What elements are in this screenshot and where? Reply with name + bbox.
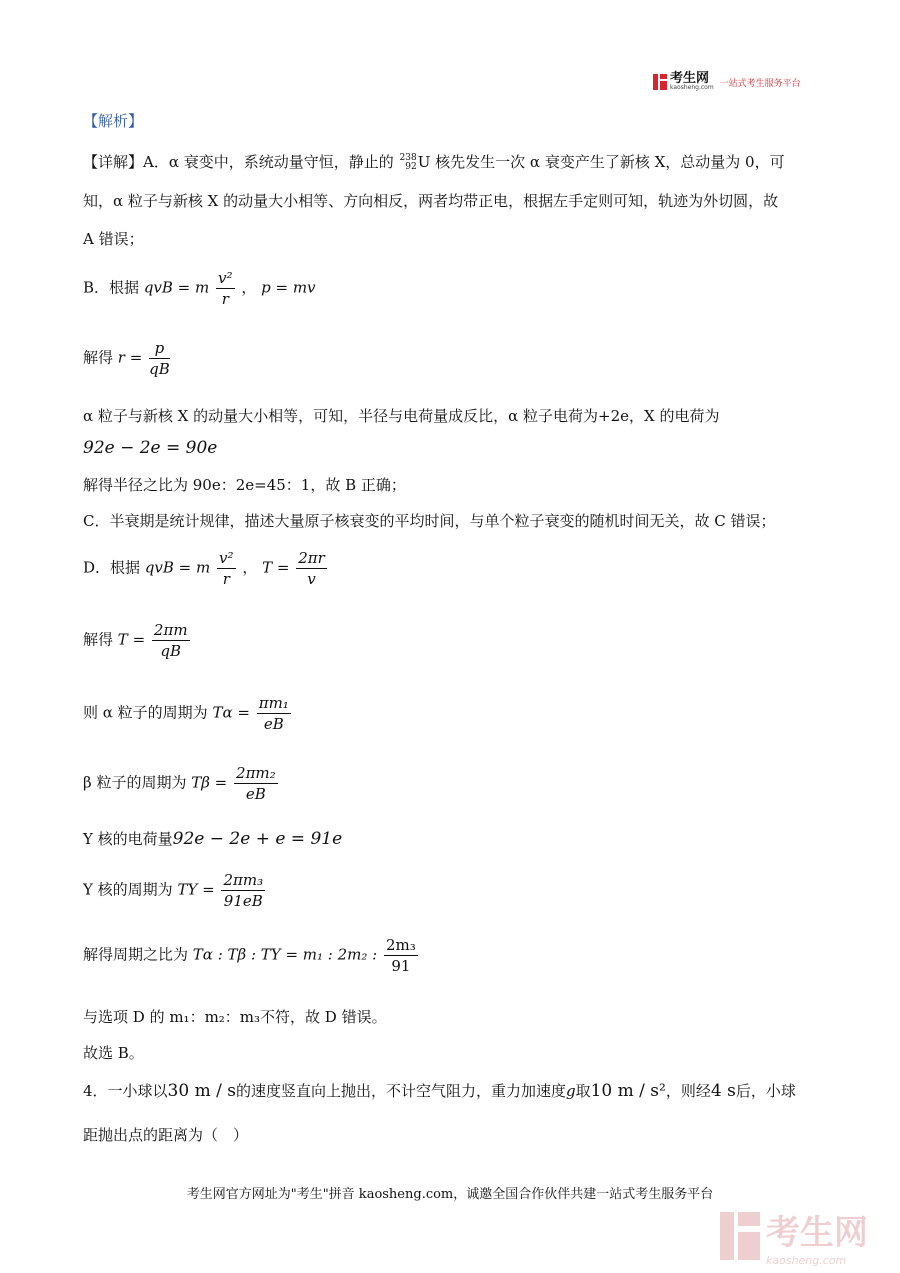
numerator: 2πr xyxy=(298,549,325,567)
numerator: 2πm xyxy=(153,621,188,639)
text: Y 核的电荷量 xyxy=(83,830,173,848)
watermark-icon xyxy=(720,1212,760,1260)
text: 解得 xyxy=(83,630,114,649)
fraction xyxy=(217,550,236,587)
isotope-number: 92 xyxy=(405,162,417,172)
watermark-text: 考生网 xyxy=(766,1213,868,1253)
equation: Tα : Tβ : TY = m₁ : 2m₂ : xyxy=(192,945,378,964)
equation: qvB = m xyxy=(143,278,210,297)
equation: Tβ = xyxy=(191,773,228,792)
fraction xyxy=(216,270,235,307)
equation: T = xyxy=(117,630,146,649)
text: 后，小球 xyxy=(735,1082,796,1100)
equation: r = xyxy=(117,348,143,367)
text: 4．一小球以 xyxy=(83,1082,168,1100)
fraction xyxy=(257,695,291,732)
text: 取 xyxy=(575,1082,591,1100)
text: D．根据 xyxy=(83,558,141,577)
y-charge-line xyxy=(83,828,342,849)
denominator: eB xyxy=(263,715,284,733)
separator: ， xyxy=(242,558,258,577)
separator: ， xyxy=(241,278,257,297)
fraction xyxy=(234,765,278,802)
text: Y 核的周期为 xyxy=(83,880,173,899)
text: 解得周期之比为 xyxy=(83,945,189,964)
fraction xyxy=(384,937,418,974)
numerator: v² xyxy=(219,549,234,567)
detail-paragraph-line-1 xyxy=(83,151,785,172)
alpha-charge-line: α 粒子与新核 X 的动量大小相等，可知，半径与电荷量成反比，α 粒子电荷为+2e，X 的电荷为 xyxy=(83,407,720,425)
denominator: qB xyxy=(149,360,170,378)
answer-line: 故选 B。 xyxy=(83,1044,144,1062)
beta-period xyxy=(83,765,280,802)
numerator: 2m₃ xyxy=(386,936,416,954)
solve-radius xyxy=(83,340,172,377)
numerator: p xyxy=(149,340,170,359)
text: A．α 衰变中，系统动量守恒，静止的 xyxy=(143,153,394,171)
option-d-equations xyxy=(83,550,329,587)
solve-period xyxy=(83,622,192,659)
detail-paragraph-line-3: A 错误； xyxy=(83,230,144,248)
detail-paragraph-line-2: 知，α 粒子与新核 X 的动量大小相等、方向相反，两者均带正电，根据左手定则可知，轨迹为外切圆，故 xyxy=(83,192,779,210)
text: 则 α 粒子的周期为 xyxy=(83,703,208,722)
fraction xyxy=(152,622,190,659)
option-c-line: C．半衰期是统计规律，描述大量原子核衰变的平均时间，与单个粒子衰变的随机时间无关，故 C 错误； xyxy=(83,512,776,530)
fraction xyxy=(149,340,170,377)
page-footer: 考生网官方网址为"考生"拼音 kaosheng.com，诚邀全国合作伙伴共建一站式考生服务平台 xyxy=(186,1187,714,1202)
text: 解得 xyxy=(83,348,114,367)
radius-ratio-line: 解得半径之比为 90e：2e=45：1，故 B 正确； xyxy=(83,476,406,494)
denominator: v xyxy=(307,570,316,588)
y-period xyxy=(83,872,267,909)
analysis-label: 【解析】 xyxy=(83,112,144,130)
logo-slogan: 一站式考生服务平台 xyxy=(719,78,801,89)
denominator: 91 xyxy=(391,957,411,975)
equation: qvB = m xyxy=(144,558,211,577)
detail-label: 【详解】 xyxy=(83,153,144,171)
alpha-period xyxy=(83,695,293,732)
equation: Tα = xyxy=(212,703,250,722)
charge-equation: 92e − 2e = 90e xyxy=(83,438,218,458)
fraction xyxy=(296,550,327,587)
logo-domain: kaosheng.com xyxy=(670,84,714,91)
time-value: 4 s xyxy=(710,1081,736,1101)
numerator: πm₁ xyxy=(258,694,289,712)
option-b-equations xyxy=(83,270,316,307)
equation: T = xyxy=(262,558,290,577)
numerator: 2πm₂ xyxy=(236,764,276,782)
question-4-line-1 xyxy=(83,1080,796,1101)
denominator: 91eB xyxy=(223,892,263,910)
watermark-domain: kaosheng.com xyxy=(766,1254,847,1267)
period-ratio xyxy=(83,937,420,974)
denominator: eB xyxy=(245,785,266,803)
isotope-mass: 238 xyxy=(399,153,417,163)
text: 的速度竖直向上抛出，不计空气阻力，重力加速度 xyxy=(235,1082,566,1100)
velocity-value: 30 m / s xyxy=(167,1081,236,1101)
fraction xyxy=(221,872,265,909)
denominator: r xyxy=(222,570,230,588)
header-logo xyxy=(653,73,801,91)
option-d-conclusion: 与选项 D 的 m₁：m₂：m₃不符，故 D 错误。 xyxy=(83,1008,387,1026)
isotope-symbol: U xyxy=(417,153,431,171)
equation: TY = xyxy=(177,880,215,899)
gravity-value: 10 m / s² xyxy=(590,1081,666,1101)
text: β 粒子的周期为 xyxy=(83,773,187,792)
equation: 92e − 2e + e = 91e xyxy=(172,829,343,849)
question-4-line-2: 距抛出点的距离为（ ） xyxy=(83,1126,249,1144)
text: 核先发生一次 α 衰变产生了新核 X，总动量为 0，可 xyxy=(435,153,785,171)
numerator: v² xyxy=(218,269,233,287)
text: B．根据 xyxy=(83,278,140,297)
text: ，则经 xyxy=(665,1082,711,1100)
logo-text: 考生网 xyxy=(670,71,710,86)
g-symbol: g xyxy=(565,1082,576,1100)
numerator: 2πm₃ xyxy=(223,871,264,889)
watermark-logo xyxy=(720,1205,868,1267)
denominator: r xyxy=(221,290,229,308)
denominator: qB xyxy=(160,642,182,660)
equation: p = mv xyxy=(261,278,316,297)
logo-icon xyxy=(653,74,667,90)
uranium-isotope-prefix xyxy=(400,154,417,172)
